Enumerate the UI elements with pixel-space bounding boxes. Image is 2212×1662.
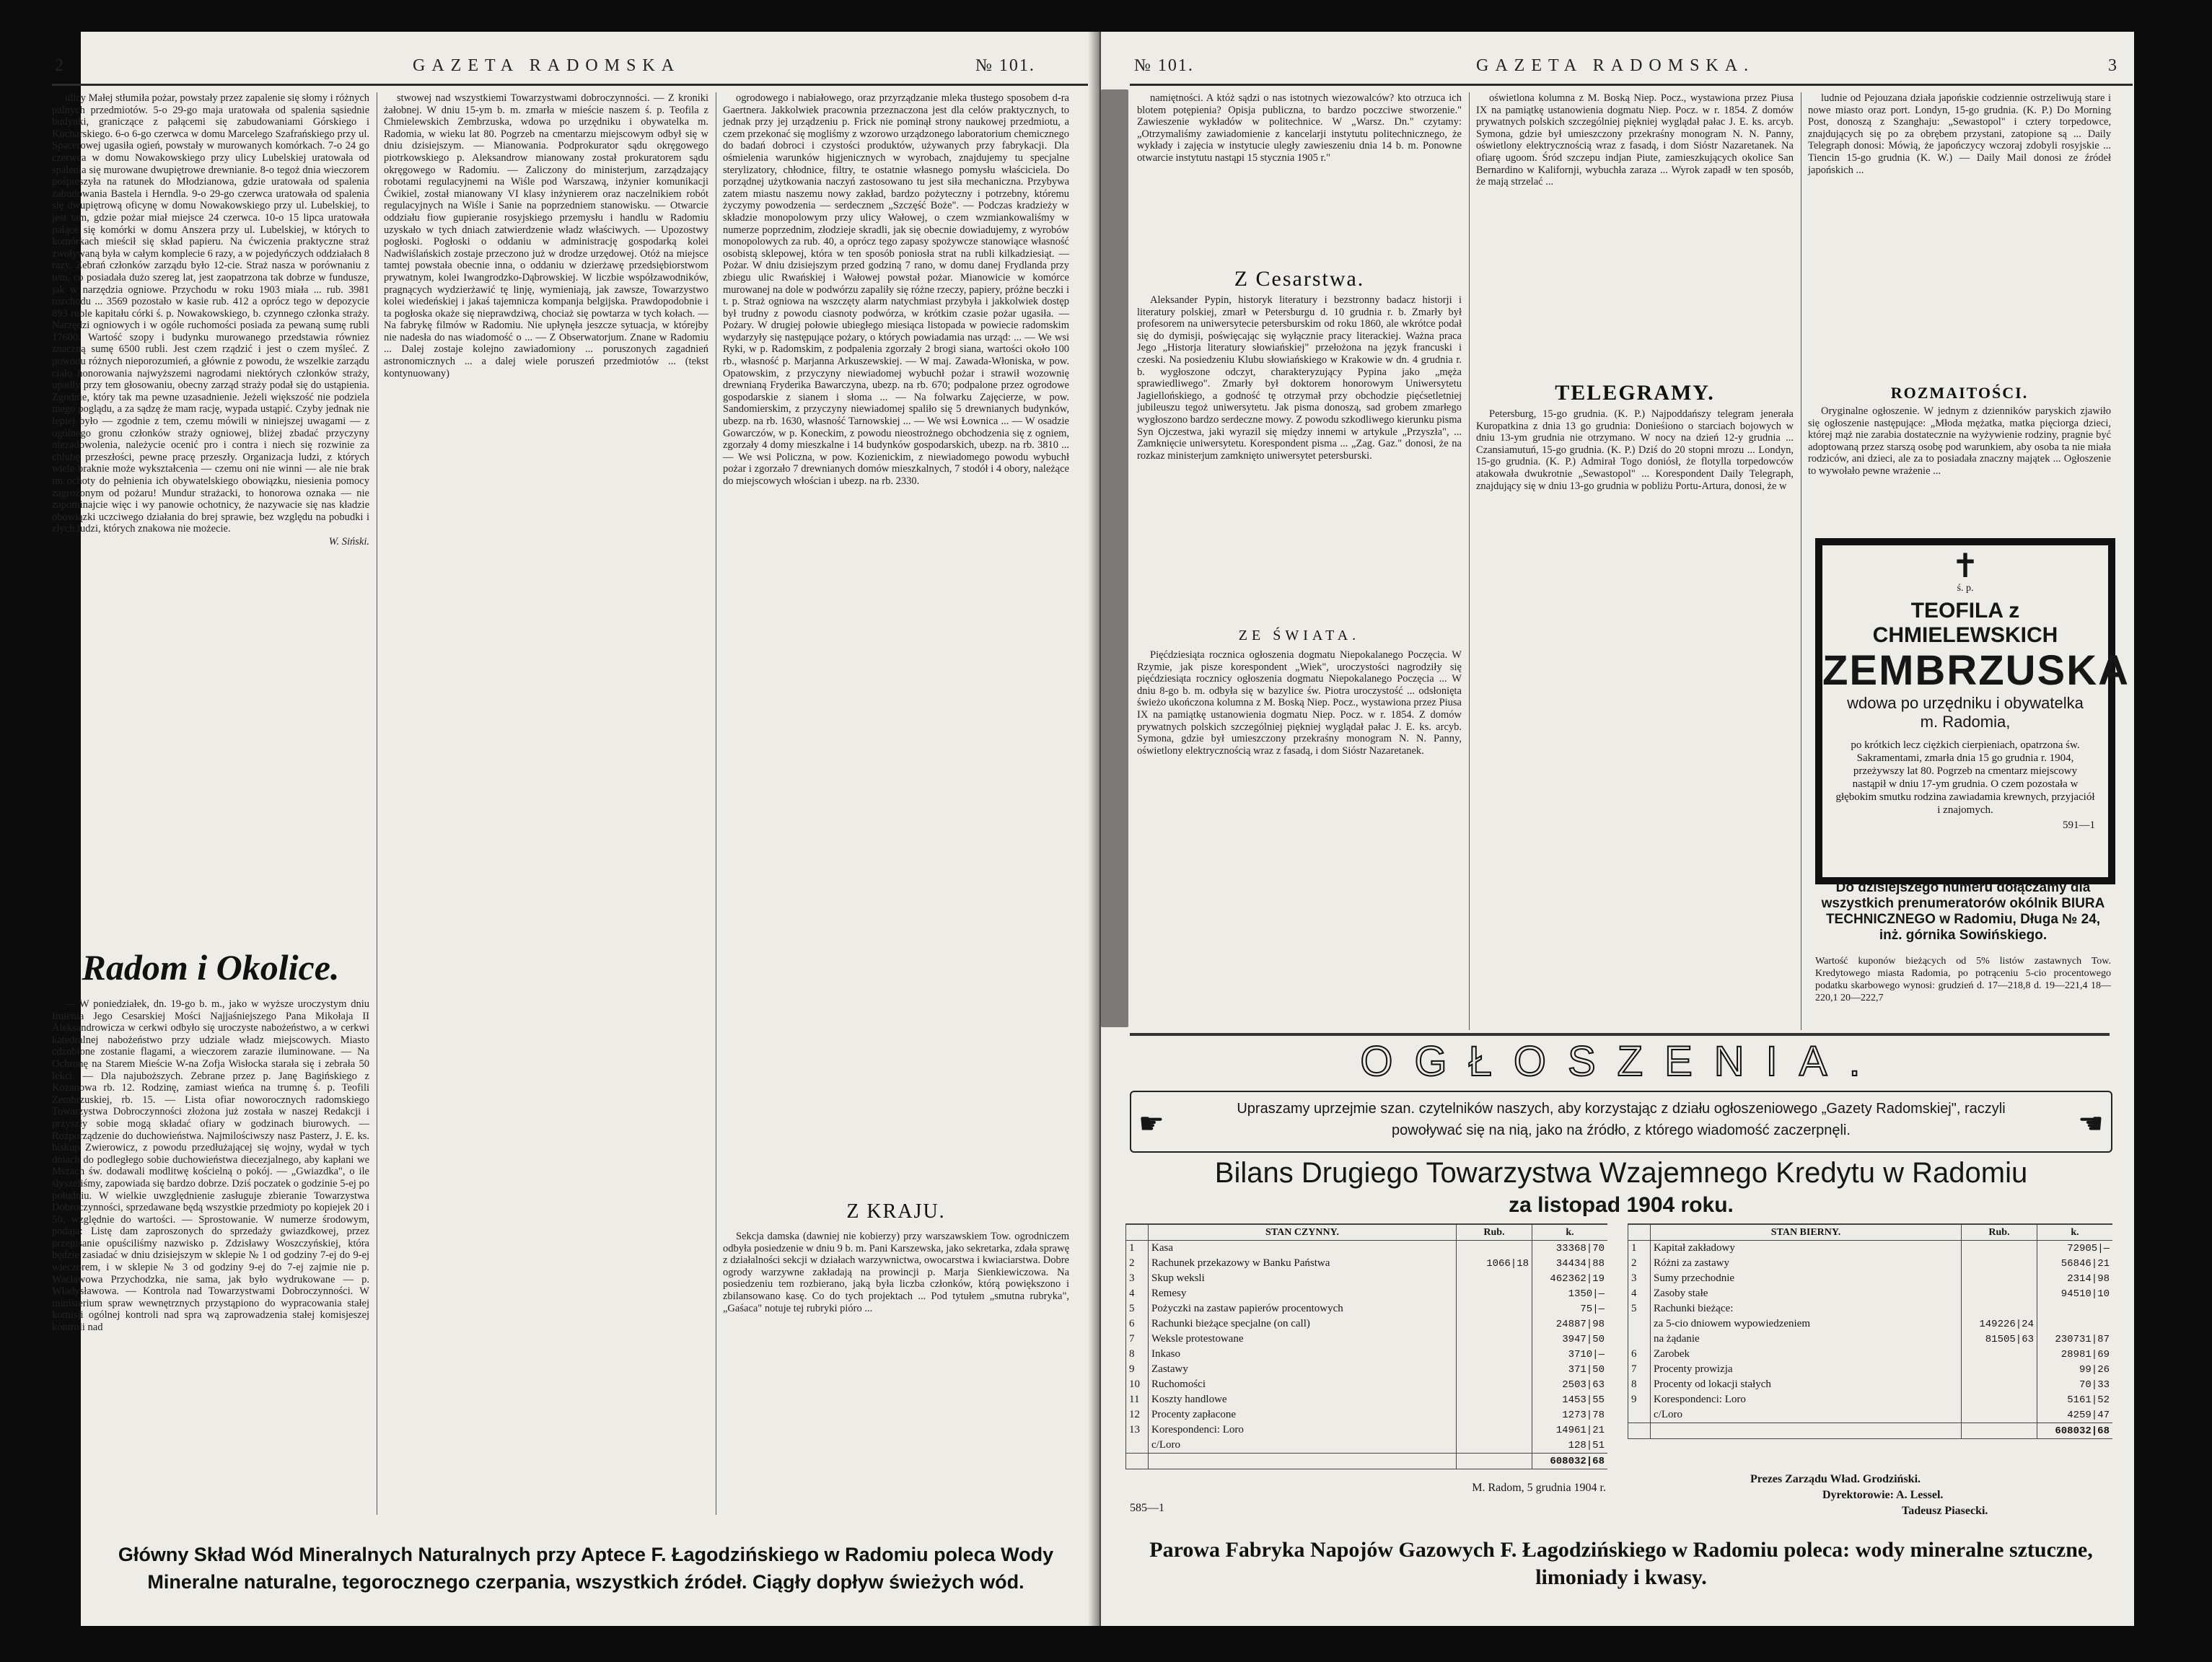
stan-czynny-cell: 2503|63 [1532, 1377, 1608, 1392]
stan-czynny-cell [1457, 1241, 1532, 1257]
biuro-notice: Do dzisiejszego numeru dołączamy dla wszystkich prenumeratorów okólnik BIURA TECHNICZNEGO w Radomiu, Długa № 24, inż. górnika Sowińskiego. [1821, 880, 2105, 943]
stan-bierny-row [1628, 1407, 2113, 1423]
stan-bierny-cell [1962, 1271, 2037, 1286]
stan-czynny-cell: 33368|70 [1532, 1241, 1608, 1257]
stan-bierny-cell: 56846|21 [2037, 1256, 2113, 1271]
stan-bierny-cell: Zarobek [1651, 1347, 1962, 1362]
stan-czynny-cell: Zastawy [1149, 1362, 1457, 1377]
radom-okolice-title: Radom i Okolice. [82, 947, 340, 988]
right-page-number: 3 [2108, 56, 2123, 75]
stan-bierny-row [1628, 1301, 2113, 1316]
stan-czynny-cell: 4 [1126, 1286, 1149, 1301]
stan-bierny-table [1628, 1223, 2112, 1439]
stan-czynny-cell: Koszty handlowe [1149, 1392, 1457, 1407]
obituary-box [1815, 538, 2130, 884]
stan-bierny-cell: 28981|69 [2037, 1347, 2113, 1362]
stan-czynny-cell [1457, 1423, 1532, 1438]
right-col-rule-1 [1469, 92, 1470, 1030]
scan-shadow-strip [1101, 89, 1128, 1027]
stan-czynny-row [1126, 1423, 1608, 1438]
ogloszenia-rule-top [1130, 1033, 2110, 1036]
stan-czynny-cell: 10 [1126, 1377, 1149, 1392]
stan-bierny-cell [2037, 1316, 2113, 1332]
stan-czynny-cell: 34434|88 [1532, 1256, 1608, 1271]
obituary-body: po krótkich lecz ciężkich cierpieniach, opatrzona św. Sakramentami, zmarła dnia 15 go grudnia r. 1904, przeżywszy lat 80. Pogrzeb na cmentarz miejscowy nastąpił w dniu 17-ym grudnia. O czem pozostała w głębokim smutku rodzina zawiadamia krewnych, przyjaciół i znajomych. [1835, 739, 2095, 816]
obituary-sp: ś. p. [1957, 583, 1974, 594]
stan-bierny-cell [1628, 1316, 1651, 1332]
stan-bierny-row [1628, 1241, 2113, 1257]
left-col2-text: stwowej nad wszystkiemi Towarzystwami dobroczynności. — Z kroniki żałobnej. W dniu 15-ym b. m. zmarła w mieście naszem ś. p. Teofila z Chmielewskich Zembrzuska, wdowa po urzędniku i obywatelka m. Radomia, w wieku lat 80. Pogrzeb na cmentarzu miejscowym odbył się w dniu dzisiejszym. — Mianowania. Podprokurator sądu okręgowego piotrkowskiego p. Aleksandrow mianowany został prokuratorem sądu okręgowego w Radomiu. — Zaliczony do ministerjum, zarządzający robotami regulacyjnemi na Wiśle pod Warszawą, inżynier komunikacji Ćwikiel, został mianowany VI klasy inżynierem oraz naczelnikiem robót regulacyjnych na Wiśle i Sanie na poprzedniem stanowisku. — Otwarcie oddziału fiow gupieranie rosyjskiego przemysłu i handlu w Radomiu uzyskało w tych dniach zatwierdzenie władz właściwych. — Upozostwy pogłoski. Pogłoski o oddaniu w administrację gospodarką kolei Nadwiślańskich zostaje przeczono już w drodze urzędowej. Otóż na miejsce tamtej powstała obecnie inna, o oddaniu w dzierżawę przedsiębiorstwom prywatnym, kolei Iwangrodzko-Dąbrowskiej. W liczbie współzawodników, pragnących wydzierżawić tę linję, wymieniają, jak zawsze, Towarzystwo kolei wiedeńskiej i jakaś tajemnicza kompanja belgijska. Prawdopodobnie i ta pogłoska okaże się nieprawdziwą, chociaż się powtarza w tych kołach. — Na fabrykę filmów w Radomiu. Nie upłynęła jeszcze sytuacja, w którejby nie nadesła do nas wiadomość o ... — Z Obserwatorjum. Znane w Radomiu ... Dalej zostaje kolejno zawiadomiony ... poruszonych zagadnień astronomicznych ... a dalej wiele poruszeń przedmiotów ... (tekst kontynuowany) [384, 92, 708, 379]
right-col1-cesarstwo [1137, 294, 1462, 620]
stan-bierny-cell: 7 [1628, 1362, 1651, 1377]
left-col1-article [52, 92, 369, 942]
stan-bierny-row [1628, 1362, 2113, 1377]
right-col1-swiat [1137, 649, 1462, 1030]
bilans-sign-prezes: Prezes Zarządu Wład. Grodziński. [1750, 1473, 1921, 1485]
left-col1-news [52, 998, 369, 1512]
stan-czynny-cell: 1350|— [1532, 1286, 1608, 1301]
right-col3-rozmaitosci [1808, 405, 2111, 531]
stan-czynny-cell: 8 [1126, 1347, 1149, 1362]
stan-czynny-cell: Weksle protestowane [1149, 1332, 1457, 1347]
stan-czynny-cell: c/Loro [1149, 1438, 1457, 1454]
stan-czynny-row [1126, 1256, 1608, 1271]
stan-czynny-cell [1457, 1407, 1532, 1423]
left-footer-ad: Główny Skład Wód Mineralnych Naturalnych przy Aptece F. Łagodzińskiego w Radomiu poleca Wody Mineralne naturalne, tegorocznego czerpania, wszystkich źródeł. Ciągły dopływ świeżych wód. [118, 1544, 1054, 1593]
stan-czynny-cell: 2 [1126, 1256, 1149, 1271]
stan-bierny-title: STAN BIERNY. [1651, 1225, 1962, 1241]
obituary-name-line2: ZEMBRZUSKA [1822, 647, 2130, 694]
bilans-sign-dyrektor: Dyrektorowie: A. Lessel. [1822, 1489, 1944, 1501]
stan-czynny-cell [1457, 1377, 1532, 1392]
stan-bierny-cell: Różni za zastawy [1651, 1256, 1962, 1271]
stan-bierny-row [1628, 1332, 2113, 1347]
left-col3-kraj [723, 1231, 1069, 1515]
stan-czynny-cell [1457, 1301, 1532, 1316]
stan-czynny-cell: Rachunek przekazowy w Banku Państwa [1149, 1256, 1457, 1271]
stan-bierny-cell: 4 [1628, 1286, 1651, 1301]
stan-czynny-cell: 462362|19 [1532, 1271, 1608, 1286]
left-issue-number: № 101. [975, 56, 1035, 75]
obituary-subtitle2: m. Radomia, [1920, 713, 2011, 731]
stan-bierny-cell [1962, 1407, 2037, 1423]
bilans-sign-dyrektor2: Tadeusz Piasecki. [1902, 1505, 1988, 1517]
stan-czynny-cell [1457, 1271, 1532, 1286]
right-issue-number: № 101. [1134, 56, 1194, 75]
stan-czynny-row [1126, 1301, 1608, 1316]
right-col3-text-b: Oryginalne ogłoszenie. W jednym z dzienników paryskich zjawiło się ogłoszenie następujące: „Młoda mężatka, matka pięciorga dzieci, której mąż nie zarabia dostatecznie na wyżywienie rodziny, pragnie być adoptowaną przez starszą osobę pod warunkiem, aby osoba ta nie miała rodziców, ani dzieci, ale za to posiadała znaczny majątek ... Ogłoszenie to wywołało pewne wrażenie ... [1808, 405, 2111, 477]
stan-bierny-cell: Kapitał zakładowy [1651, 1241, 1962, 1257]
stan-bierny-cell: Sumy przechodnie [1651, 1271, 1962, 1286]
stan-bierny-total-cell: 608032|68 [2037, 1423, 2113, 1439]
right-masthead: GAZETA RADOMSKA. [1476, 56, 1755, 75]
cross-icon: ✝ [1951, 548, 1980, 584]
right-col2-text: oświetlona kolumna z M. Boską Niep. Pocz., wystawiona przez Piusa IX na pamiątkę ustanowienia dogmatu Niep. Pocz. w r. 1854. Z domów prywatnych polskich szczególniej piękniej wyglądał pałac J. E. ks. arcyb. Symona, gdzie był umieszczony przekraśny monogram N. N. Panny, oświetlony elektrycznością wraz z fasadą, i dom Sióstr Nazaretanek. Na ofiarę ugoom. Śród szczepu indjan Piute, zamieszkujących okolice San Bernardino w Kalifornji, wybuchła zaraza ... Wyrok zapadł w ten sposób, że mają strzelać ... [1476, 92, 1794, 188]
stan-czynny-cell: 24887|98 [1532, 1316, 1608, 1332]
stan-czynny-total-cell [1457, 1454, 1532, 1469]
stan-czynny-cell: 11 [1126, 1392, 1149, 1407]
stan-bierny-col-rub: Rub. [1962, 1225, 2037, 1241]
stan-bierny-cell [1962, 1241, 2037, 1257]
stan-czynny-cell: 7 [1126, 1332, 1149, 1347]
stan-bierny-total-row [1628, 1423, 2113, 1439]
stan-czynny-total-cell [1126, 1454, 1149, 1469]
left-header-rule [52, 84, 1097, 86]
stan-czynny-row [1126, 1332, 1608, 1347]
obituary-subtitle1: wdowa po urzędniku i obywatelka [1847, 694, 2084, 712]
stan-czynny-cell [1457, 1362, 1532, 1377]
stan-bierny-cell: 230731|87 [2037, 1332, 2113, 1347]
stan-bierny-col-k: k. [2037, 1225, 2113, 1241]
stan-bierny-cell: 3 [1628, 1271, 1651, 1286]
stan-bierny-cell [1962, 1347, 2037, 1362]
stan-bierny-cell: 72905|— [2037, 1241, 2113, 1257]
kupony-notice: Wartość kuponów bieżących od 5% listów zastawnych Tow. Kredytowego miasta Radomia, po potrąceniu 5-cio procentowego podatku skarbowego wynosi: grudzień d. 17—218,8 d. 19—221,4 18—220,1 20—222,7 [1815, 956, 2111, 1003]
stan-bierny-cell: 9 [1628, 1392, 1651, 1407]
right-footer-ad: Parowa Fabryka Napojów Gazowych F. Łagodzińskiego w Radomiu poleca: wody mineralne sztuczne, limoniady i kwasy. [1149, 1538, 2093, 1589]
left-col3-news [723, 92, 1069, 1193]
stan-czynny-cell: 9 [1126, 1362, 1149, 1377]
ogloszenia-banner [1130, 1091, 2112, 1153]
stan-bierny-cell: 70|33 [2037, 1377, 2113, 1392]
stan-czynny-cell [1457, 1347, 1532, 1362]
rozmaitosci-title: ROZMAITOŚCI. [1890, 384, 2029, 402]
stan-bierny-cell [1962, 1392, 2037, 1407]
stan-czynny-row [1126, 1377, 1608, 1392]
stan-czynny-cell: 5 [1126, 1301, 1149, 1316]
ze-swiata-title: ZE ŚWIATA. [1238, 628, 1361, 643]
telegramy-title: TELEGRAMY. [1555, 381, 1715, 405]
stan-czynny-row [1126, 1271, 1608, 1286]
stan-czynny-cell: 3947|50 [1532, 1332, 1608, 1347]
stan-czynny-cell: 1 [1126, 1241, 1149, 1257]
stan-czynny-row [1126, 1392, 1608, 1407]
stan-czynny-col-rub: Rub. [1457, 1225, 1532, 1241]
stan-czynny-cell: 12 [1126, 1407, 1149, 1423]
obituary-ref: 591—1 [2063, 819, 2095, 831]
stan-czynny-cell: Pożyczki na zastaw papierów procentowych [1149, 1301, 1457, 1316]
stan-bierny-cell: 94510|10 [2037, 1286, 2113, 1301]
stan-czynny-cell: Kasa [1149, 1241, 1457, 1257]
stan-czynny-cell [1126, 1438, 1149, 1454]
stan-czynny-cell: 75|— [1532, 1301, 1608, 1316]
stan-bierny-row [1628, 1392, 2113, 1407]
stan-czynny-row [1126, 1407, 1608, 1423]
stan-czynny-cell: 14961|21 [1532, 1423, 1608, 1438]
stan-bierny-row [1628, 1377, 2113, 1392]
bilans-place-date: M. Radom, 5 grudnia 1904 r. [1472, 1482, 1606, 1494]
obituary-name-line1: TEOFILA z CHMIELEWSKICH [1872, 599, 2058, 647]
stan-bierny-cell: c/Loro [1651, 1407, 1962, 1423]
stan-bierny-cell: 2314|98 [2037, 1271, 2113, 1286]
stan-bierny-total-cell [1651, 1423, 1962, 1439]
right-col1-text: namiętności. A któż sądzi o nas istotnych wiezowalców? kto otrzuca ich blotem potępienia? Opisja publiczna, to bardzo poczciwe stworzenie." Zawieszenie wykładów w politechnice. W „Warsz. Dn." czytamy: „Otrzymaliśmy zawiadomienie z kancelarji instytutu politechnicznego, że wykłady i zajęcia w instytucie uległy zawieszeniu dnia 14 b. m. Ponowne otwarcie instytutu nastąpi 15 stycznia 1905 r." [1137, 92, 1462, 164]
stan-czynny-cell: 1066|18 [1457, 1256, 1532, 1271]
right-header-rule [1130, 84, 2133, 86]
stan-czynny-row [1126, 1347, 1608, 1362]
stan-bierny-cell [1962, 1286, 2037, 1301]
stan-czynny-cell: Procenty zapłacone [1149, 1407, 1457, 1423]
right-col1-text-c: Pięćdziesiąta rocznica ogłoszenia dogmatu Niepokalanego Poczęcia. W Rzymie, jak pisze korespondent „Wiek", uroczystości nagrodziły się pięćdziesiąta rocznicy ogłoszenia dogmatu Niepokalanego Poczęcia ... W dniu 8-go b. m. odbyła się w bazylice św. Piotra uroczystość ... odsłonięta świeżo ukończona kolumna z M. Boską Niep. Pocz., wystawiona przez Piusa IX na pamiątkę ustanowienia dogmatu Niep. Pocz. w r. 1854. Z domów prywatnych polskich szczególniej piękniej wyglądał pałac J. E. ks. arcyb. Symona, gdzie był umieszczony przekraśny monogram N. N. Panny, oświetlony elektrycznością wraz z fasadą, i dom Sióstr Nazaretanek. [1137, 649, 1462, 757]
stan-czynny-total-cell: 608032|68 [1532, 1454, 1608, 1469]
pointing-hand-right-icon: ☛ [2078, 1107, 2104, 1140]
stan-czynny-cell: 1273|78 [1532, 1407, 1608, 1423]
right-col2-text-b: Petersburg, 15-go grudnia. (K. P.) Najpoddańszy telegram jenerała Kuropatkina z dnia 13 go grudnia: Donieśiono o starciach bojowych w dniu 13-ym grudnia nie otrzymano. W nocy na dzień 12-y grudnia ... Czansiamutuń, 15-go grudnia. (K. P.) Dziś do 20 stopni mrozu ... Londyn, 15-go grudnia. (K. P.) Admirał Togo doniósł, że flotylla torpedowców atakowała dwukrotnie „Sewastopol" ... Korespondent Daily Telegraph, znajdujący się w dniu 13-go grudnia w pobliżu Portu-Artura, donosi, że w [1476, 408, 1794, 492]
stan-bierny-row [1628, 1347, 2113, 1362]
bilans-subtitle: za listopad 1904 roku. [1509, 1193, 1734, 1217]
stan-bierny-total-cell [1962, 1423, 2037, 1439]
left-masthead: GAZETA RADOMSKA [413, 56, 681, 75]
stan-czynny-cell: Ruchomości [1149, 1377, 1457, 1392]
stan-bierny-cell: 5161|52 [2037, 1392, 2113, 1407]
stan-bierny-row [1628, 1271, 2113, 1286]
right-page [1101, 32, 2134, 1626]
stan-czynny-cell: Rachunki bieżące specjalne (on call) [1149, 1316, 1457, 1332]
stan-bierny-cell: 8 [1628, 1377, 1651, 1392]
left-col1-text-b: — W poniedziałek, dn. 19-go b. m., jako w wyższe uroczystym dniu Imienia Jego Cesarskiej Mości Najjaśniejszego Pana Mikołaja II Aleksandrowicza w cerkwi odbyło się uroczyste nabożeństwo, a w cerkwi katedralnej nabożeństwo przy udziale władz miejscowych. Miasto cdzobione zostanie flagami, a wieczorem zarazie iluminowane. — Na Ochronę na Starem Mieście W-na Zofja Wisłocka starała się i zebrała 50 lekci. — Dla najuboższych. Zebrane przez p. Janę Bagińskiego z Kozanowa rb. 12. Rodzinę, zamiast wieńca na trumnę ś. p. Teofili Zembrzuskiej, rb. 15. — Lista ofiar noworocznych radomskiego Towarzystwa Dobroczynności złożona już została w naszej Redakcji i przyszły sobie mogą składać ofiary w godzinach biurowych. — Rozporządzenie do duchowieństwa. Najmilościwszy nasz Pasterz, J. E. ks. biskup Zwierowicz, z powodu przedłużającej się wojny, wydał w tych dniach do podległego sobie duchowieństwa diecezjalnego, aby kapłani we Mszach św. dodawali modlitwę kościelną o pokój. — „Gwiazdka", o ile słyszeliśmy, zapowiada się bardzo dobrze. Dziś poczatek o godzinie 5-ej po południu. W wielkie uwzględnienie zasługuje zbieranie Towarzystwa Dobroczynności, sprzedawane będą wszystkie przedmioty po kopiejek 20 i 50, względnie do wartości. — Sprostowanie. W numerze środowym, podaja: Listę dam zaproszonych do sprzedaży gwiazdkowej, przez przepisanie opuściliśmy nazwisko p. Zdzisławy Woszczyńskiej, która będzie zasiadać w dniu dzisiejszym w sklepie № 1 od godziny 7-ej do 9-ej wieczorem, i w sklepie № 3 od godziny 9-ej do 7-ej zajmie nie p. Wacławowa Przychodzka, nie sama, jak było wydrukowane — p. Władysławowa. — Kontrola nad Towarzystwami Dobroczynności. W ministerium spraw wewnętrznych przystąpiono do wypracowania stałej komisji ogólnej kontroli nad spra wą zaprowadzenia stałej komisjeszej kontroli nad [52, 998, 369, 1334]
stan-czynny-cell: 371|50 [1532, 1362, 1608, 1377]
right-col1-top [1137, 92, 1462, 258]
left-page-number: 2 [55, 56, 70, 75]
stan-bierny-row [1628, 1256, 2113, 1271]
stan-czynny-cell: Inkaso [1149, 1347, 1457, 1362]
stan-bierny-row [1628, 1316, 2113, 1332]
ogloszenia-banner-text: Upraszamy uprzejmie szan. czytelników naszych, aby korzystając z działu ogłoszeniowego „Gazety Radomskiej", raczyli powoływać się na nią, jako na źródło, z którego wiadomość zaczerpnęli. [1237, 1101, 2006, 1138]
stan-czynny-cell: Skup weksli [1149, 1271, 1457, 1286]
stan-czynny-total-row [1126, 1454, 1608, 1469]
stan-bierny-cell: 5 [1628, 1301, 1651, 1316]
z-kraju-title: Z KRAJU. [846, 1200, 946, 1223]
stan-bierny-cell: na żądanie [1651, 1332, 1962, 1347]
right-col2-top [1476, 92, 1794, 371]
stan-bierny-total-cell [1628, 1423, 1651, 1439]
right-col3-top [1808, 92, 2111, 374]
stan-bierny-cell: Procenty prowizja [1651, 1362, 1962, 1377]
stan-bierny-cell [1962, 1301, 2037, 1316]
stan-czynny-row [1126, 1316, 1608, 1332]
pointing-hand-left-icon: ☛ [1138, 1107, 1164, 1140]
stan-bierny-cell: 2 [1628, 1256, 1651, 1271]
stan-czynny-cell: 3710|— [1532, 1347, 1608, 1362]
left-page [52, 32, 1097, 1626]
stan-bierny-cell: 99|26 [2037, 1362, 2113, 1377]
stan-bierny-cell: 81505|63 [1962, 1332, 2037, 1347]
stan-bierny-cell: Procenty od lokacji stałych [1651, 1377, 1962, 1392]
stan-czynny-cell: Remesy [1149, 1286, 1457, 1301]
stan-bierny-cell [1962, 1362, 2037, 1377]
stan-czynny-cell: 1453|55 [1532, 1392, 1608, 1407]
stan-bierny-cell [1628, 1407, 1651, 1423]
stan-bierny-cell [2037, 1301, 2113, 1316]
stan-czynny-col-k: k. [1532, 1225, 1608, 1241]
stan-bierny-cell: Rachunki bieżące: [1651, 1301, 1962, 1316]
left-col1-signature: W. Siński. [328, 535, 369, 548]
stan-bierny-cell: 4259|47 [2037, 1407, 2113, 1423]
stan-bierny-cell: 6 [1628, 1347, 1651, 1362]
stan-bierny-row [1628, 1286, 2113, 1301]
stan-bierny-cell: 1 [1628, 1241, 1651, 1257]
stan-czynny-cell [1457, 1316, 1532, 1332]
stan-czynny-cell [1457, 1286, 1532, 1301]
z-cesarstwa-title: Z Cesarstwa. [1234, 267, 1365, 291]
left-col1-text: ulicy Małej stłumiła pożar, powstały przez zapalenie się słomy i różnych palnych przedmiotów. 5-o 29-go maja uratowała od spalenia sąsiednie budynki, graniczące z pałącemi się zabudowaniami Górskiego i Kucharskiego. 6-o 6-go czerwca w domu Marcelego Szafrańskiego przy ul. Spacerowej ugasiła ogień, powstały w murowanych komórkach. 7-o 24 go czerwca w domu Nowakowskiego przy ulicy Lubelskiej uratowała od spalenia się murowane dwupiętrowe drewnianie. 8-o tegoż dnia wieczorem pośpieszyła na ratunek do Młodzianowa, gdzie uratowała od spalenia zabudowania Bastela i Herndla. 9-o 29-go czerwca uratowała od spalenia się dwupiętrową oficynę w domu Nowakowskiego przy ul. Lubelskiej, to jest tam, gdzie pożar miał miejsce 24 czerwca. 10-o 15 lipca uratowała pałące się komórki w domu Anszera przy ul. Lubelskiej, w których to komórkach mieścił się skład papieru. Na ćwiczenia praktyczne straż zwoływaną była w całym komplecie 6 razy, a w pojedyńczych oddziałach 8 razy. Zebrań członków zarządu było 12-cie. Straż nasza w porównaniu z tem, co posiadała dużo szereg lat, jest zaopatrzona tak dobrze w fundusze, jak w narzędzia ogniowe. Przychodu w roku 1903 miała ... rub. 3981 rozchodu ... 3569 pozostało w kasie rub. 412 a oprócz tego w depozycie 893 ruble kapitału córki ś. p. Nowakowskiego, b. czynnego członka straży. Narzędzi ogniowych i w ogóle ruchomości posiada za pewaną sumę rubli 17600. Wartość szopy i budynku murowanego przedstawia równiez znaczną sumę 6500 rubli. Jest czem rządzić i jest o czem myśleć. Z powodu różnych nieporozumień, a głównie z powodu, że wszelkie zarządu ciało honorowania najwyższemi nagrodami niektórych członków straży, upadły przy tem głosowaniu, obecny zarząd straży podał się do ustąpienia. Zgodnie, który tak ma pewne uzasadnienie. Jeżeli większość nie podziela mego poglądu, a za sądzę że mam rację, wypada ustąpić. Czyby jednak nie lepiej było — zgodnie z tem, czemu mówili w niniejszej uwagami — z ogólnego gronu członków straży ogniowej, bliżej zbadać przyczyny niezadowolenia, należycie ocenić pro i contra i niech się rozwinie za chlubę przeszłości, pewne pracę przeszły. Organizacja ludzi, z których wiele braknie może wykształcenia — czemu oni nie winni — ale nie brak im ochoty do pełnienia ich obywatelskiego obowiązku, niesienia pomocy zagrożonym od pożaru! Mundur strażacki, to honorowa oznaka — nie zapominajcie więc i wy panowie ochotnicy, że nazywacie się nas kładzie obowiązki uczciwego działania do brej sprawie, bez względu na pobudki i zlych ludzi, których znakowa nie możecie. [52, 92, 369, 535]
right-col3-text: ludnie od Pejouzana działa japońskie codziennie ostrzeliwują stare i nowe miasto oraz port. Londyn, 15-go grudnia. (K. P.) Do Morning Post, donoszą z Szanghaju: „Sewastopol" i cztery torpedowce, znajdujących się po za obrębem przystani, zatopione są ... Daily Telegraph donosi: Mówią, że japończycy wczoraj zdobyli rosyjskie ... Tiencin 15-go grudnia (K. W.) — Daily Mail donosi ze źródeł japońskich ... [1808, 92, 2111, 176]
stan-czynny-row [1126, 1241, 1608, 1257]
stan-czynny-cell: Korespondenci: Loro [1149, 1423, 1457, 1438]
left-col3-text-b: Sekcja damska (dawniej nie kobierzy) przy warszawskiem Tow. ogrodniczem odbyła posiedzenie w dniu 9 b. m. Pani Karszewska, jako sekretarka, zdała sprawę z działalności sekcji w działach warzywnictwa, owocarstwa i kwiaciarstwa. Dobre ogrody warzywne zakładają na prowincji p. Marja Sienkiewiczowa. Na posiedzeniu tem rozbierano, jaką była liczba członków, którą powiększono i zbilansowano kasę. Co do tych projektach ... Pod tytułem „smutna rubryka", „Gaśaca" notuje tej rubryki pióro ... [723, 1231, 1069, 1314]
right-col1-text-b: Aleksander Pypin, historyk literatury i bezstronny badacz historji i literatury polskiej, zmarł w Petersburgu d. 10 grudnia r. b. Zmarły był profesorem na uniwersytecie petersburskim od roku 1860, ale wkrótce podał się do dymisji, poświęcając się wyłącznie pracy literackiej. Ważna praca Jego „Historja literatury słowiańskiej" przełożona na język francuski i czeski. Na posiedzeniu Klubu słowiańskiego w Krakowie w dn. 4 grudnia r. b. wygłoszone odczyt, charakteryzujący Pypina jako „męża sprawiedliwego". Zmarły był doktorem honorowym Uniwersytetu Jagiellońskiego, a godność tę otrzymał przy obchodzie pięćsetletniej jubileuszu tegoż uniwersytetu. Jak pisma donoszą, sad grobem zmarłego wygłoszono bardzo serdeczne mowy. Z powodu szkodliwego kierunku pisma Syn Ojczestwa, jaki wyrazil się między innemi w artykule „Przyszła", ... Zamknięcie uniwersytetu. Korespondent pisma ... „Zag. Gaz." donosi, że na rozkaz ministerjum zamknięto uniwersytet petersburski. [1137, 294, 1462, 462]
stan-czynny-row [1126, 1286, 1608, 1301]
stan-czynny-cell [1457, 1332, 1532, 1347]
stan-czynny-cell: 6 [1126, 1316, 1149, 1332]
stan-czynny-row [1126, 1362, 1608, 1377]
bilans-ref: 585—1 [1130, 1502, 1164, 1514]
stan-czynny-row [1126, 1438, 1608, 1454]
stan-bierny-cell: Korespondenci: Loro [1651, 1392, 1962, 1407]
stan-bierny-cell [1962, 1256, 2037, 1271]
stan-czynny-cell: 13 [1126, 1423, 1149, 1438]
left-col3-text: ogrodowego i nabiałowego, oraz przyrządzanie mleka tłustego sposobem d-ra Gaertnera. Jakkolwiek pracownia przeznaczona jest dla celów praktycznych, to jednak przy jej urządzeniu p. Frick nie pominął strony naukowej przedmiotu, a czem przekonać się mogliśmy z wzorowo urządzonego laboratorium chemicznego do badań dobroci i czystości produktów, używanych przy fabrykacji. Dla ośmielenia warunków higjenicznych w wyrobach, znajdujemy tu specjalne sterylizatory, chłodnice, filtry, te ostatnie własnego pomysłu właściciela. Do porządnej użytkowania naczyń zastosowano tu jest siła mechaniczna. Przybywa zatem miastu naszemu nowy zakład, bardzo pożyteczny i potrzebny, któremu życzymy powodzenia — serdecznem „Szczęść Boże". — Podczas kradzieży w składzie monopolowym przy ulicy Wałowej, o czem wzmiankowaliśmy w numerze poprzednim, złodzieje skradli, jak się obecnie dowiadujemy, z wyrobów monopolowych za rub. 40, a oprócz tego zapasy spożywcze stanowiące własność osobistą sklepowej, która w ten sposób poniosła strat na rubli kilkadziesiąt. — Pożar. W dniu dzisiejszym przed godziną 7 rano, w domu danej Frydlanda przy zbiegu ulic Rwańskiej i Wałowej powstał pożar. Mianowicie w komórce murowanej na dole w podwórzu zapaliły się różne rzeczy, papiery, próżne beczki i t. p. Straż ogniowa na wszczęty alarm natychmiast przybyła i jakkolwiek dostęp był trudny z powodu ciasnoty podwórza, w krótkim czasie pożar ugasiła. — Pożary. W drugiej połowie ubiegłego miesiąca listopada w powiecie radomskim wydarzyły się następujące pożary, o których powiadamia nas urząd: ... — We wsi Ryki, w p. Radomskim, z podpalenia zgorzały 2 brogi siana, wartości około 100 rb., własność p. Marjanna Arkuszewskiej. — W maj. Zawada-Włoniska, w pow. Opatowskim, z przyczyny niewiadomej wybuchł pożar i strawił wozownię drewnianą Fryderika Bawarczyna, ubezp. na rb. 670; podpalone przez ogrodowe gospodarskie z sianem i słoma ... — Na folwarku Zajęcierze, w pow. Sandomierskim, z przyczyny niewiadomej spaliło się 5 drewnianych budynków, ubezp. na rb. 1630, własność Tarnowskiej ... — We wsi Łownica ... — W osadzie Gowarczów, w p. Koneckim, z powodu nieostrożnego obchodzenia się z ogniem, zgorzały 4 domy mieszkalne i 14 budynków gospodarskich, ubezp. na rb. 3810 ... — We wsi Policzna, w pow. Kozienickim, z niewiadomego powodu wybuchł pożar i zgorzało 7 drewnianych domów mieszkalnych, 7 stodół i 4 obory, należące do miejscowych włościan i ubezp. na rb. 2330. [723, 92, 1069, 487]
stan-czynny-title: STAN CZYNNY. [1149, 1225, 1457, 1241]
stan-czynny-cell [1457, 1438, 1532, 1454]
stan-czynny-cell: 128|51 [1532, 1438, 1608, 1454]
bilans-title: Bilans Drugiego Towarzystwa Wzajemnego Kredytu w Radomiu [1214, 1157, 2028, 1189]
stan-czynny-cell [1457, 1392, 1532, 1407]
stan-bierny-cell [1628, 1332, 1651, 1347]
left-col2-news [384, 92, 708, 1515]
stan-bierny-cell: za 5-cio dniowem wypowiedzeniem [1651, 1316, 1962, 1332]
stan-bierny-cell [1962, 1377, 2037, 1392]
stan-czynny-total-cell [1149, 1454, 1457, 1469]
stan-bierny-cell: Zasoby stałe [1651, 1286, 1962, 1301]
ogloszenia-title: OGŁOSZENIA. [1360, 1038, 1882, 1085]
stan-czynny-cell: 3 [1126, 1271, 1149, 1286]
stan-bierny-cell: 149226|24 [1962, 1316, 2037, 1332]
right-col2-telegramy [1476, 408, 1794, 1030]
stan-czynny-table [1125, 1223, 1607, 1469]
